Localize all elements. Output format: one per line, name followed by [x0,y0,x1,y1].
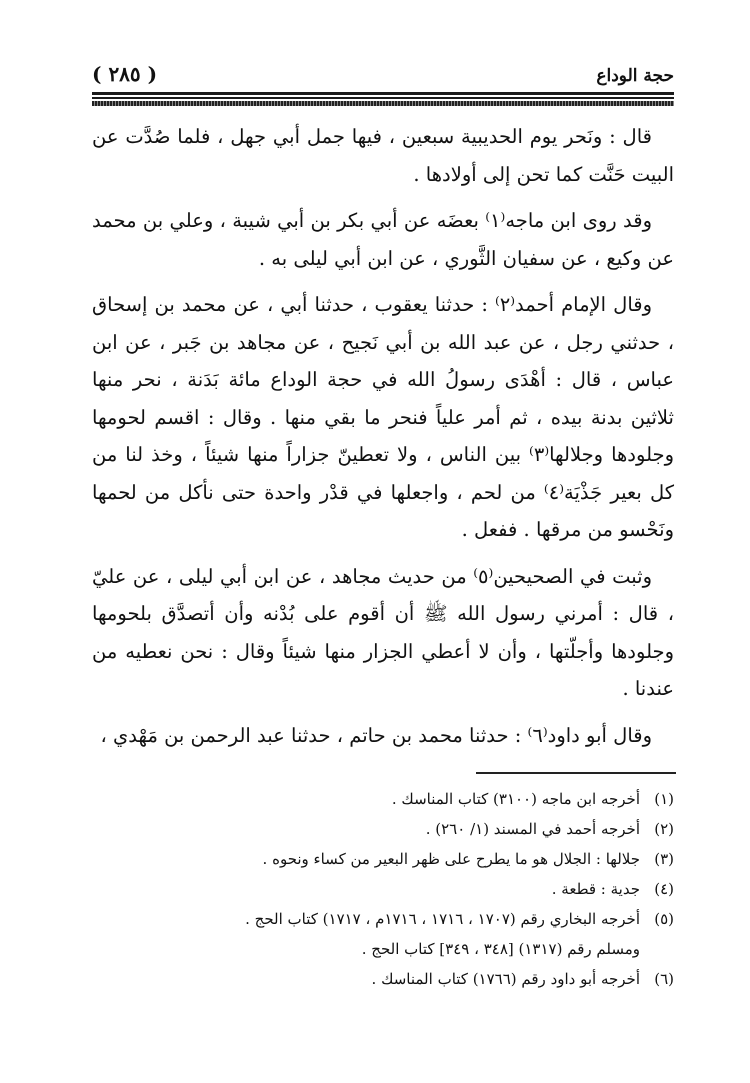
header-rule-middle [92,97,674,99]
paragraph-5: وقال أبو داود⁽٦⁾ : حدثنا محمد بن حاتم ، حدثنا عبد الرحمن بن مَهْدي ، [100,723,652,747]
footnote-5 [92,904,674,934]
footnote-2 [92,814,674,844]
footnotes [92,784,674,994]
paragraph-3: وقال الإمام أحمد⁽٢⁾ : حدثنا يعقوب ، حدثنا أبي ، عن محمد بن إسحاق ، حدثني رجل ، عن عبد الله بن أبي نَجيح ، عن مجاهد بن جَبر ، عن ابن عباس ، قال : أهْدَى رسولُ الله في حجة الوداع مائة بَدَنة ، نحر منها ثلاثين بدنة بيده ، ثم أمر علياً فنحر ما بقي منها . وقال : اقسم لحومها وجلودها وجلالها⁽٣⁾ بين الناس ، ولا تعطينّ جزاراً منها شيئاً ، وخذ لنا من كل بعير جَذْيَة⁽٤⁾ من لحم ، واجعلها في قدْر واحدة حتى نأكل من لحمها ونَحْسو من مرقها . ففعل . [92,293,675,541]
footnote-3 [92,844,674,874]
footnote-number: (٥) [654,910,674,928]
footnote-number: (٣) [654,850,674,868]
page-number: ( ٢٨٥ ) [92,62,158,86]
footnote-text: جلالها : الجلال هو ما يطرح على ظهر البعير من كساء ونحوه . [262,850,640,868]
paragraph-4: وثبت في الصحيحين⁽٥⁾ من حديث مجاهد ، عن ابن أبي ليلى ، عن عليّ ، قال : أمرني رسول الله ﷺ أن أقوم على بُدْنه وأن أتصدَّق بلحومها وجلودها وأجلّتها ، وأن لا أعطي الجزار منها شيئاً وقال : نحن نعطيه من عندنا . [92,564,674,700]
footnote-text: أخرجه ابن ماجه (٣١٠٠) كتاب المناسك . [391,790,640,808]
footnote-text: أخرجه أبو داود رقم (١٧٦٦) كتاب المناسك . [371,970,640,988]
running-header [92,60,674,90]
footnote-number: (٢) [654,820,674,838]
footnote-number: (١) [654,790,674,808]
footnote-number: (٦) [654,970,674,988]
footnote-1 [92,784,674,814]
footnote-4 [92,874,674,904]
footnote-text: أخرجه البخاري رقم (١٧٠٧ ، ١٧١٦ ، ١٧١٦م ، ١٧١٧) كتاب الحج . [245,910,640,928]
footnote-number: (٤) [654,880,674,898]
header-rule-bottom [92,101,674,106]
paragraph-2: وقد روى ابن ماجه⁽١⁾ بعضَه عن أبي بكر بن أبي شيبة ، وعلي بن محمد عن وكيع ، عن سفيان الثَّوري ، عن ابن أبي ليلى به . [92,209,674,270]
footnote-text: أخرجه أحمد في المسند (١/ ٢٦٠) . [425,820,640,838]
footnote-text: جدية : قطعة . [551,880,640,898]
header-rule-top [92,92,674,95]
footnote-6 [92,964,674,994]
footnote-5-continuation: ومسلم رقم (١٣١٧) [٣٤٨ ، ٣٤٩] كتاب الحج . [361,940,640,958]
main-text [92,118,674,754]
book-title: حجة الوداع [596,66,674,86]
paragraph-1: قال : ونَحر يوم الحديبية سبعين ، فيها جمل أبي جهل ، فلما صُدَّت عن البيت حَنَّت كما تحن إلى أولادها . [92,125,674,186]
footnote-separator [476,772,676,774]
